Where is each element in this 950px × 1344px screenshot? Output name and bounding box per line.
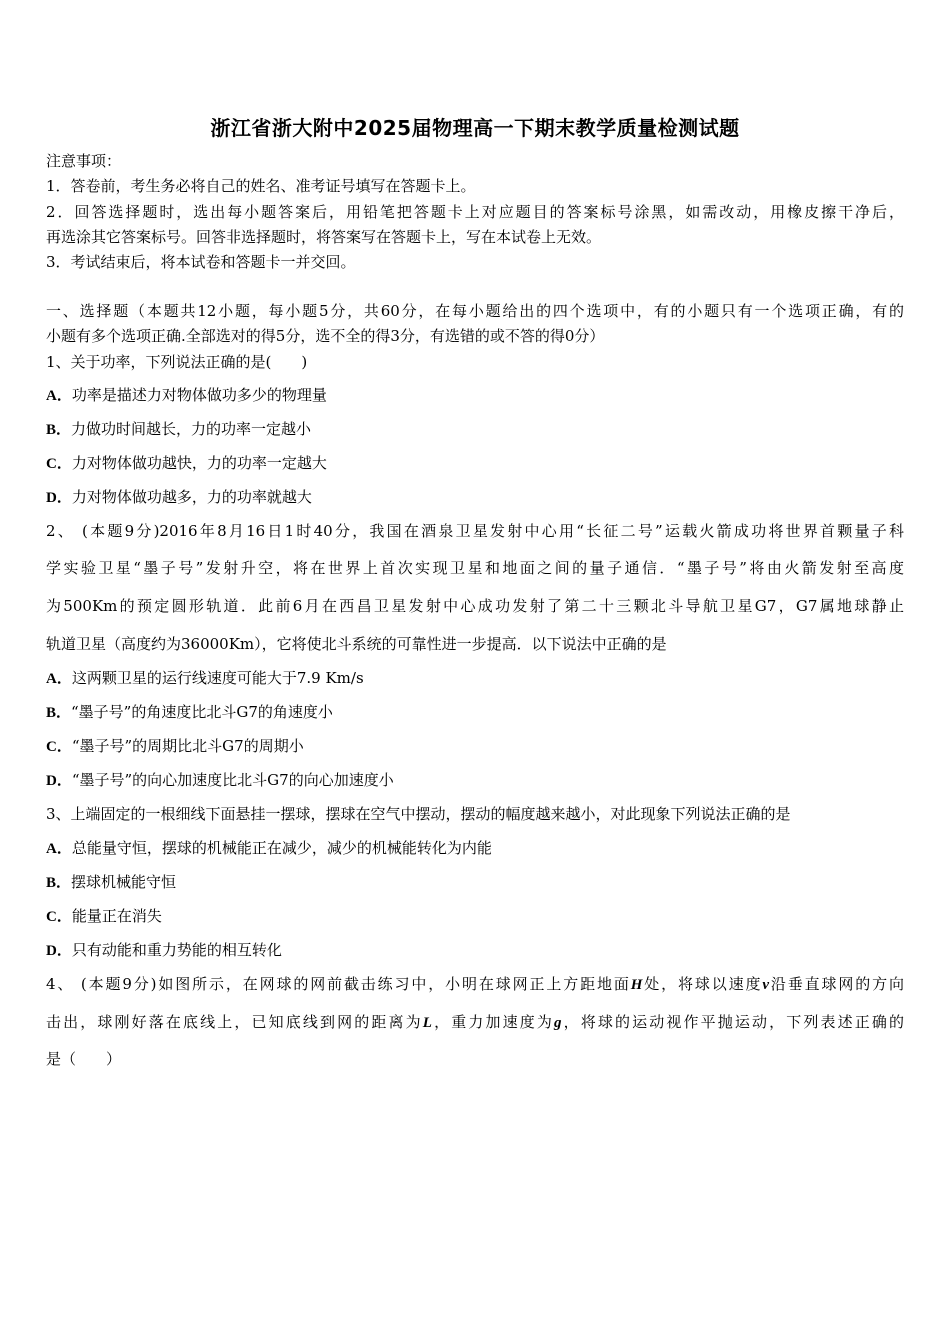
option-label: C． xyxy=(46,456,72,472)
page-title: 浙江省浙大附中2025届物理高一下期末教学质量检测试题 xyxy=(210,116,740,140)
variable-l: L xyxy=(422,1015,432,1031)
q3-option-c xyxy=(46,906,162,927)
option-label: C． xyxy=(46,739,72,755)
question-2-stem: 学实验卫星“墨子号”发射升空，将在世界上首次实现卫星和地面之间的量子通信．“墨子号”将由火箭发射至高度 xyxy=(46,559,904,577)
question-2-stem: 为500Km的预定圆形轨道．此前6月在西昌卫星发射中心成功发射了第二十三颗北斗导航卫星G7，G7属地球静止 xyxy=(46,597,904,615)
notice-item: 2．回答选择题时，选出每小题答案后，用铅笔把答题卡上对应题目的答案标号涂黑，如需改动，用橡皮擦干净后， xyxy=(46,203,904,221)
q1-option-a xyxy=(46,385,327,406)
option-text: 力做功时间越长，力的功率一定越小 xyxy=(71,420,312,438)
option-text: 总能量守恒，摆球的机械能正在减少，减少的机械能转化为内能 xyxy=(71,839,492,857)
q1-option-c xyxy=(46,453,327,474)
notice-item: 再选涂其它答案标号。回答非选择题时，将答案写在答题卡上，写在本试卷上无效。 xyxy=(46,228,602,246)
q2-option-d xyxy=(46,770,394,791)
q3-option-d xyxy=(46,940,282,961)
stem-text: 击出，球刚好落在底线上，已知底线到网的距离为 xyxy=(46,1013,423,1031)
option-label: A． xyxy=(46,388,72,404)
question-1-stem: 1、关于功率，下列说法正确的是( ) xyxy=(46,353,308,371)
option-text: “墨子号”的向心加速度比北斗G7的向心加速度小 xyxy=(71,771,394,789)
question-4-stem xyxy=(46,974,904,995)
option-label: B． xyxy=(46,705,72,721)
variable-v: v xyxy=(762,977,770,993)
option-label: D． xyxy=(46,490,72,506)
notice-item: 3．考试结束后，将本试卷和答题卡一并交回。 xyxy=(46,253,356,271)
question-2-stem: 2、 (本题9分)2016年8月16日1时40分，我国在酒泉卫星发射中心用“长征二号”运载火箭成功将世界首颗量子科 xyxy=(46,522,904,540)
variable-h: H xyxy=(630,977,643,993)
q1-option-d xyxy=(46,487,312,508)
option-text: 这两颗卫星的运行线速度可能大于7.9 Km/s xyxy=(71,669,364,687)
option-text: “墨子号”的角速度比北斗G7的角速度小 xyxy=(71,703,333,721)
q2-option-b xyxy=(46,702,333,723)
section-header: 小题有多个选项正确.全部选对的得5分，选不全的得3分，有选错的或不答的得0分） xyxy=(46,327,605,345)
notice-item: 1．答卷前，考生务必将自己的姓名、准考证号填写在答题卡上。 xyxy=(46,177,476,195)
stem-text: 4、 (本题9分)如图所示，在网球的网前截击练习中，小明在球网正上方距地面 xyxy=(46,975,631,993)
option-text: 摆球机械能守恒 xyxy=(71,873,177,891)
option-text: 只有动能和重力势能的相互转化 xyxy=(71,941,282,959)
notice-heading: 注意事项： xyxy=(46,152,122,170)
q3-option-b xyxy=(46,872,176,893)
option-label: B． xyxy=(46,422,72,438)
option-label: C． xyxy=(46,909,72,925)
option-label: D． xyxy=(46,773,72,789)
stem-text: 沿垂直球网的方向 xyxy=(769,975,905,993)
stem-text: ，重力加速度为 xyxy=(431,1013,554,1031)
question-4-stem: 是（ ） xyxy=(46,1050,122,1068)
option-label: B． xyxy=(46,875,72,891)
option-text: 能量正在消失 xyxy=(71,907,162,925)
option-text: 力对物体做功越快，力的功率一定越大 xyxy=(71,454,327,472)
stem-text: ，将球的运动视作平抛运动，下列表述正确的 xyxy=(561,1013,904,1031)
option-text: 功率是描述力对物体做功多少的物理量 xyxy=(71,386,327,404)
option-label: A． xyxy=(46,841,72,857)
q1-option-b xyxy=(46,419,311,440)
option-label: A． xyxy=(46,671,72,687)
option-text: “墨子号”的周期比北斗G7的周期小 xyxy=(71,737,304,755)
q2-option-c xyxy=(46,736,304,757)
option-text: 力对物体做功越多，力的功率就越大 xyxy=(71,488,312,506)
variable-g: g xyxy=(553,1015,562,1031)
stem-text: 处，将球以速度 xyxy=(642,975,763,993)
section-header: 一、选择题（本题共12小题，每小题5分，共60分，在每小题给出的四个选项中，有的小题只有一个选项正确，有的 xyxy=(46,302,904,320)
question-4-stem xyxy=(46,1012,904,1033)
option-label: D． xyxy=(46,943,72,959)
question-2-stem: 轨道卫星（高度约为36000Km），它将使北斗系统的可靠性进一步提高．以下说法中正确的是 xyxy=(46,635,667,653)
question-3-stem: 3、上端固定的一根细线下面悬挂一摆球，摆球在空气中摆动，摆动的幅度越来越小，对此现象下列说法正确的是 xyxy=(46,805,791,823)
q2-option-a xyxy=(46,668,364,689)
q3-option-a xyxy=(46,838,492,859)
